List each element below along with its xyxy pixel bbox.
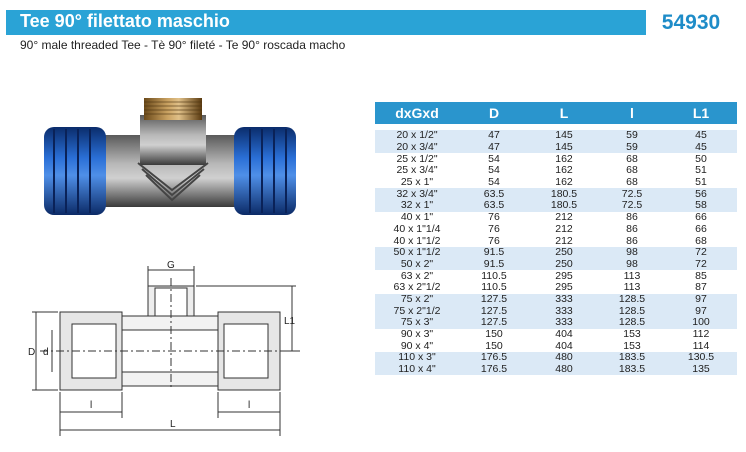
table-row <box>375 177 737 189</box>
table-cell: 75 x 2" <box>375 294 459 306</box>
table-cell: 404 <box>555 339 573 352</box>
table-cell: 45 <box>665 130 737 142</box>
col-header-dxgxd: dxGxd <box>375 102 459 124</box>
page-title: Tee 90° filettato maschio <box>20 11 230 31</box>
table-cell: 176.5 <box>459 364 529 376</box>
table-cell: 86 <box>626 234 638 247</box>
table-cell: 86 <box>626 211 638 224</box>
table-cell: 66 <box>695 222 707 235</box>
table-cell: 128.5 <box>599 305 665 317</box>
label-G: G <box>167 260 175 271</box>
table-row <box>375 352 737 364</box>
table-cell: 404 <box>555 328 573 341</box>
table-row <box>375 130 737 142</box>
table-cell: 162 <box>555 152 573 165</box>
col-header-D: D <box>459 102 529 124</box>
table-cell: 97 <box>665 305 737 317</box>
table-cell: 68 <box>626 176 638 189</box>
table-cell: 480 <box>529 352 599 364</box>
table-cell: 112 <box>692 328 710 341</box>
table-cell: 63 x 2" <box>400 269 434 282</box>
table-row <box>375 247 737 259</box>
table-cell: 91.5 <box>459 259 529 271</box>
table-row <box>375 259 737 271</box>
table-row <box>375 364 737 376</box>
table-row <box>375 294 737 306</box>
table-cell: 100 <box>665 317 737 329</box>
table-cell: 75 x 3" <box>375 317 459 329</box>
table-cell: 153 <box>623 328 641 341</box>
label-L: L <box>170 419 176 430</box>
table-cell: 32 x 1" <box>375 200 459 212</box>
dimensions-table <box>375 102 737 375</box>
table-cell: 59 <box>599 142 665 154</box>
table-cell: 25 x 3/4" <box>396 164 438 177</box>
label-D: D <box>28 347 36 358</box>
table-cell: 72 <box>665 259 737 271</box>
table-cell: 59 <box>599 130 665 142</box>
table-cell: 90 x 4" <box>400 339 434 352</box>
table-cell: 97 <box>665 294 737 306</box>
table-row <box>375 317 737 329</box>
table-cell: 212 <box>555 211 573 224</box>
table-cell: 113 <box>623 269 641 282</box>
table-row <box>375 305 737 317</box>
table-cell: 40 x 1" <box>400 211 434 224</box>
table-row <box>375 340 737 352</box>
table-cell: 54 <box>488 152 500 165</box>
table-cell: 72.5 <box>599 200 665 212</box>
table-cell: 127.5 <box>459 317 529 329</box>
table-cell: 333 <box>529 294 599 306</box>
table-cell: 250 <box>529 259 599 271</box>
table-cell: 145 <box>529 130 599 142</box>
table-cell: 63.5 <box>459 200 529 212</box>
table-cell: 58 <box>665 200 737 212</box>
table-cell: 25 x 1" <box>400 176 434 189</box>
table-cell: 250 <box>529 247 599 259</box>
table-cell: 20 x 1/2" <box>375 130 459 142</box>
table-row <box>375 329 737 341</box>
table-cell: 183.5 <box>599 364 665 376</box>
table-cell: 40 x 1"1/4 <box>393 222 441 235</box>
table-cell: 130.5 <box>665 352 737 364</box>
table-cell: 68 <box>626 164 638 177</box>
table-cell: 51 <box>695 164 707 177</box>
table-cell: 45 <box>665 142 737 154</box>
table-cell: 135 <box>665 364 737 376</box>
table-cell: 50 x 1"1/2 <box>375 247 459 259</box>
table-cell: 480 <box>529 364 599 376</box>
table-cell: 98 <box>599 259 665 271</box>
table-cell: 68 <box>695 234 707 247</box>
table-row <box>375 224 737 236</box>
table-cell: 63.5 <box>459 188 529 200</box>
table-cell: 47 <box>459 130 529 142</box>
table-cell: 75 x 2"1/2 <box>375 305 459 317</box>
table-cell: 54 <box>488 164 500 177</box>
table-cell: 128.5 <box>599 294 665 306</box>
table-cell: 76 <box>488 222 500 235</box>
table-cell: 51 <box>695 176 707 189</box>
table-cell: 76 <box>488 234 500 247</box>
table-cell: 150 <box>485 328 503 341</box>
table-row <box>375 153 737 165</box>
table-row <box>375 165 737 177</box>
table-header-row <box>375 102 737 124</box>
table-cell: 20 x 3/4" <box>375 142 459 154</box>
table-row <box>375 270 737 282</box>
table-cell: 86 <box>626 222 638 235</box>
table-cell: 56 <box>665 188 737 200</box>
table-cell: 127.5 <box>459 305 529 317</box>
table-cell: 212 <box>555 222 573 235</box>
table-cell: 114 <box>692 339 710 352</box>
table-cell: 40 x 1"1/2 <box>393 234 441 247</box>
table-cell: 212 <box>555 234 573 247</box>
table-cell: 90 x 3" <box>400 328 434 341</box>
page-subtitle: 90° male threaded Tee - Tè 90° fileté - Te 90° roscada macho <box>20 38 346 52</box>
table-cell: 63 x 2"1/2 <box>393 281 441 294</box>
table-row <box>375 188 737 200</box>
table-row <box>375 142 737 154</box>
table-cell: 150 <box>485 339 503 352</box>
table-cell: 295 <box>555 269 573 282</box>
table-cell: 25 x 1/2" <box>396 152 438 165</box>
table-cell: 333 <box>529 317 599 329</box>
table-cell: 110.5 <box>481 281 507 294</box>
table-cell: 162 <box>555 176 573 189</box>
table-cell: 333 <box>529 305 599 317</box>
label-d: d <box>43 347 49 358</box>
table-cell: 128.5 <box>599 317 665 329</box>
table-cell: 72.5 <box>599 188 665 200</box>
table-row <box>375 212 737 224</box>
label-l-left: l <box>90 400 93 411</box>
table-cell: 68 <box>626 152 638 165</box>
table-cell: 91.5 <box>459 247 529 259</box>
table-cell: 50 x 2" <box>375 259 459 271</box>
label-l-right: l <box>248 400 251 411</box>
product-photo <box>30 95 310 225</box>
table-cell: 47 <box>459 142 529 154</box>
table-cell: 110 x 3" <box>375 352 459 364</box>
table-cell: 295 <box>555 281 573 294</box>
table-cell: 66 <box>695 211 707 224</box>
table-cell: 50 <box>695 152 707 165</box>
table-cell: 98 <box>599 247 665 259</box>
technical-drawing <box>20 258 320 448</box>
table-cell: 54 <box>488 176 500 189</box>
col-header-l: l <box>599 102 665 124</box>
table-cell: 153 <box>623 339 641 352</box>
table-row <box>375 282 737 294</box>
table-cell: 145 <box>529 142 599 154</box>
table-body <box>375 130 737 375</box>
table-cell: 72 <box>665 247 737 259</box>
product-code: 54930 <box>646 9 736 37</box>
table-cell: 76 <box>488 211 500 224</box>
table-cell: 32 x 3/4" <box>375 188 459 200</box>
table-cell: 87 <box>695 281 707 294</box>
table-cell: 180.5 <box>529 188 599 200</box>
table-row <box>375 235 737 247</box>
table-cell: 183.5 <box>599 352 665 364</box>
table-cell: 110.5 <box>481 269 507 282</box>
table-row <box>375 200 737 212</box>
table-cell: 176.5 <box>459 352 529 364</box>
table-cell: 180.5 <box>529 200 599 212</box>
table-cell: 85 <box>695 269 707 282</box>
table-cell: 127.5 <box>459 294 529 306</box>
col-header-L: L <box>529 102 599 124</box>
table-cell: 113 <box>623 281 641 294</box>
table-cell: 110 x 4" <box>375 364 459 376</box>
table-cell: 162 <box>555 164 573 177</box>
col-header-L1: L1 <box>665 102 737 124</box>
label-L1: L1 <box>284 316 296 327</box>
